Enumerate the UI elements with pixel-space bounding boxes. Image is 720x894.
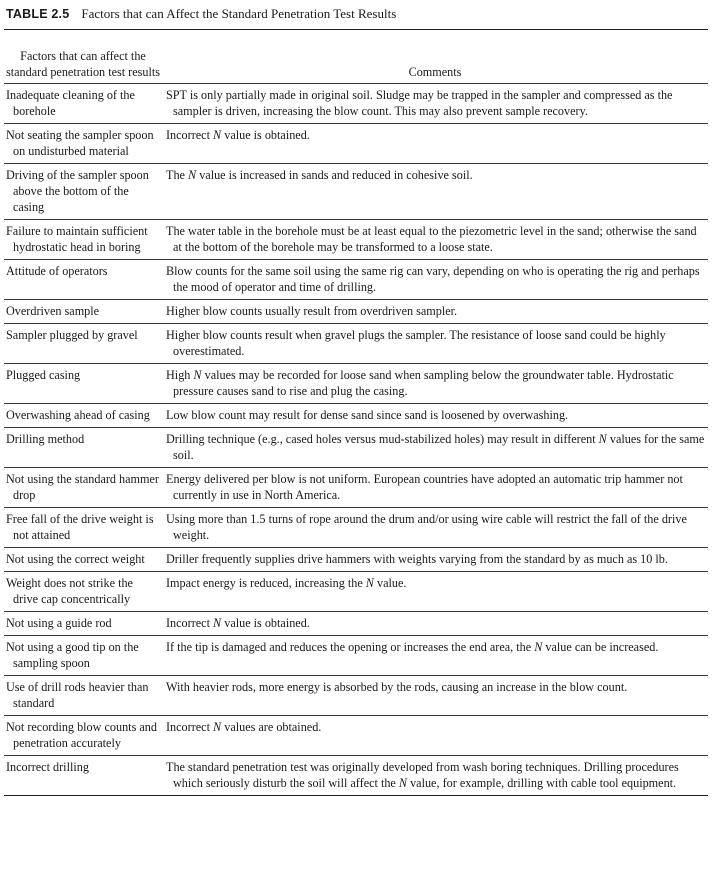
factor-text: Driving of the sampler spoon above the bottom of the casing [6, 168, 149, 214]
comment-text: SPT is only partially made in original soil. Sludge may be trapped in the sampler and compressed as the sampler is driven, increasing the blow count. This may also prevent sample recovery. [166, 88, 673, 118]
comment-cell [162, 324, 708, 364]
factor-text: Not recording blow counts and penetration accurately [6, 720, 157, 750]
comment-cell [162, 548, 708, 572]
comment-cell [162, 164, 708, 220]
table-row [4, 428, 708, 468]
comment-cell [162, 84, 708, 124]
comment-cell [162, 508, 708, 548]
factor-text: Not using a good tip on the sampling spoon [6, 640, 139, 670]
table-row [4, 124, 708, 164]
table-row [4, 612, 708, 636]
comment-text: Driller frequently supplies drive hammers with weights varying from the standard by as much as 10 lb. [166, 552, 668, 566]
comment-cell [162, 364, 708, 404]
factor-cell [4, 84, 162, 124]
table-title: Factors that can Affect the Standard Penetration Test Results [81, 6, 397, 21]
table-row [4, 84, 708, 124]
factor-text: Drilling method [6, 432, 85, 446]
factor-text: Plugged casing [6, 368, 81, 382]
comment-cell [162, 612, 708, 636]
table-row [4, 572, 708, 612]
table-row [4, 164, 708, 220]
comment-cell [162, 716, 708, 756]
factor-cell [4, 324, 162, 364]
table-row [4, 548, 708, 572]
comment-text: Incorrect N value is obtained. [166, 128, 310, 142]
factor-cell [4, 260, 162, 300]
comment-text: Incorrect N value is obtained. [166, 616, 310, 630]
factor-text: Failure to maintain sufficient hydrostatic head in boring [6, 224, 148, 254]
spt-factors-table [4, 31, 708, 796]
factor-cell [4, 636, 162, 676]
factor-cell [4, 508, 162, 548]
comment-cell [162, 572, 708, 612]
table-row [4, 508, 708, 548]
comment-text: The standard penetration test was originally developed from wash boring techniques. Drilling procedures which seriously disturb the soil will affect the N value, for example, drilling with cable tool equipment. [166, 760, 679, 790]
factor-cell [4, 468, 162, 508]
table-row [4, 404, 708, 428]
factor-text: Not using a guide rod [6, 616, 112, 630]
factor-cell [4, 428, 162, 468]
comment-text: Energy delivered per blow is not uniform. European countries have adopted an automatic trip hammer not currently in use in North America. [166, 472, 683, 502]
comment-text: The N value is increased in sands and reduced in cohesive soil. [166, 168, 473, 182]
factor-text: Weight does not strike the drive cap concentrically [6, 576, 133, 606]
factor-cell [4, 572, 162, 612]
table-caption [6, 5, 396, 23]
table-body [4, 84, 708, 796]
comment-cell [162, 636, 708, 676]
column-header-factors: Factors that can affect the standard penetration test results [4, 31, 162, 84]
comment-text: High N values may be recorded for loose sand when sampling below the groundwater table. Hydrostatic pressure causes sand to rise and plug the casing. [166, 368, 674, 398]
comment-text: Low blow count may result for dense sand since sand is loosened by overwashing. [166, 408, 569, 422]
factor-cell [4, 756, 162, 796]
comment-text: Higher blow counts usually result from overdriven sampler. [166, 304, 458, 318]
factor-cell [4, 676, 162, 716]
comment-text: The water table in the borehole must be at least equal to the piezometric level in the sand; otherwise the sand at the bottom of the borehole may be transformed to a loose state. [166, 224, 697, 254]
comment-text: Incorrect N values are obtained. [166, 720, 322, 734]
factor-text: Use of drill rods heavier than standard [6, 680, 149, 710]
factor-text: Incorrect drilling [6, 760, 89, 774]
table-row [4, 220, 708, 260]
comment-cell [162, 676, 708, 716]
factor-cell [4, 364, 162, 404]
table-number: TABLE 2.5 [6, 7, 70, 21]
factor-text: Not using the correct weight [6, 552, 145, 566]
factor-cell [4, 612, 162, 636]
comment-text: With heavier rods, more energy is absorbed by the rods, causing an increase in the blow count. [166, 680, 628, 694]
table-row [4, 636, 708, 676]
table-row [4, 468, 708, 508]
comment-cell [162, 300, 708, 324]
comment-cell [162, 428, 708, 468]
factor-cell [4, 404, 162, 428]
factor-text: Attitude of operators [6, 264, 108, 278]
factor-cell [4, 124, 162, 164]
table-row [4, 676, 708, 716]
comment-text: Using more than 1.5 turns of rope around the drum and/or using wire cable will restrict the fall of the drive weight. [166, 512, 687, 542]
comment-text: Blow counts for the same soil using the same rig can vary, depending on who is operating the rig and perhaps the mood of operator and time of drilling. [166, 264, 700, 294]
column-header-comments: Comments [162, 31, 708, 84]
factor-cell [4, 164, 162, 220]
table-row [4, 324, 708, 364]
factor-cell [4, 548, 162, 572]
comment-text: Impact energy is reduced, increasing the N value. [166, 576, 407, 590]
table-row [4, 756, 708, 796]
comment-text: Drilling technique (e.g., cased holes versus mud-stabilized holes) may result in different N values for the same soil. [166, 432, 705, 462]
comment-cell [162, 468, 708, 508]
table-row [4, 260, 708, 300]
comment-cell [162, 124, 708, 164]
comment-cell [162, 220, 708, 260]
factor-cell [4, 300, 162, 324]
top-rule [4, 29, 708, 30]
factor-text: Sampler plugged by gravel [6, 328, 138, 342]
factor-text: Overwashing ahead of casing [6, 408, 150, 422]
factor-text: Overdriven sample [6, 304, 100, 318]
table-row [4, 300, 708, 324]
comment-text: Higher blow counts result when gravel plugs the sampler. The resistance of loose sand could be highly overestimated. [166, 328, 666, 358]
comment-text: If the tip is damaged and reduces the opening or increases the end area, the N value can be increased. [166, 640, 659, 654]
comment-cell [162, 756, 708, 796]
table-row [4, 716, 708, 756]
comment-cell [162, 260, 708, 300]
factor-cell [4, 220, 162, 260]
comment-cell [162, 404, 708, 428]
header-row [4, 31, 708, 84]
factor-text: Not seating the sampler spoon on undisturbed material [6, 128, 154, 158]
factor-text: Inadequate cleaning of the borehole [6, 88, 135, 118]
factor-cell [4, 716, 162, 756]
factor-text: Free fall of the drive weight is not attained [6, 512, 154, 542]
factor-text: Not using the standard hammer drop [6, 472, 159, 502]
table-row [4, 364, 708, 404]
